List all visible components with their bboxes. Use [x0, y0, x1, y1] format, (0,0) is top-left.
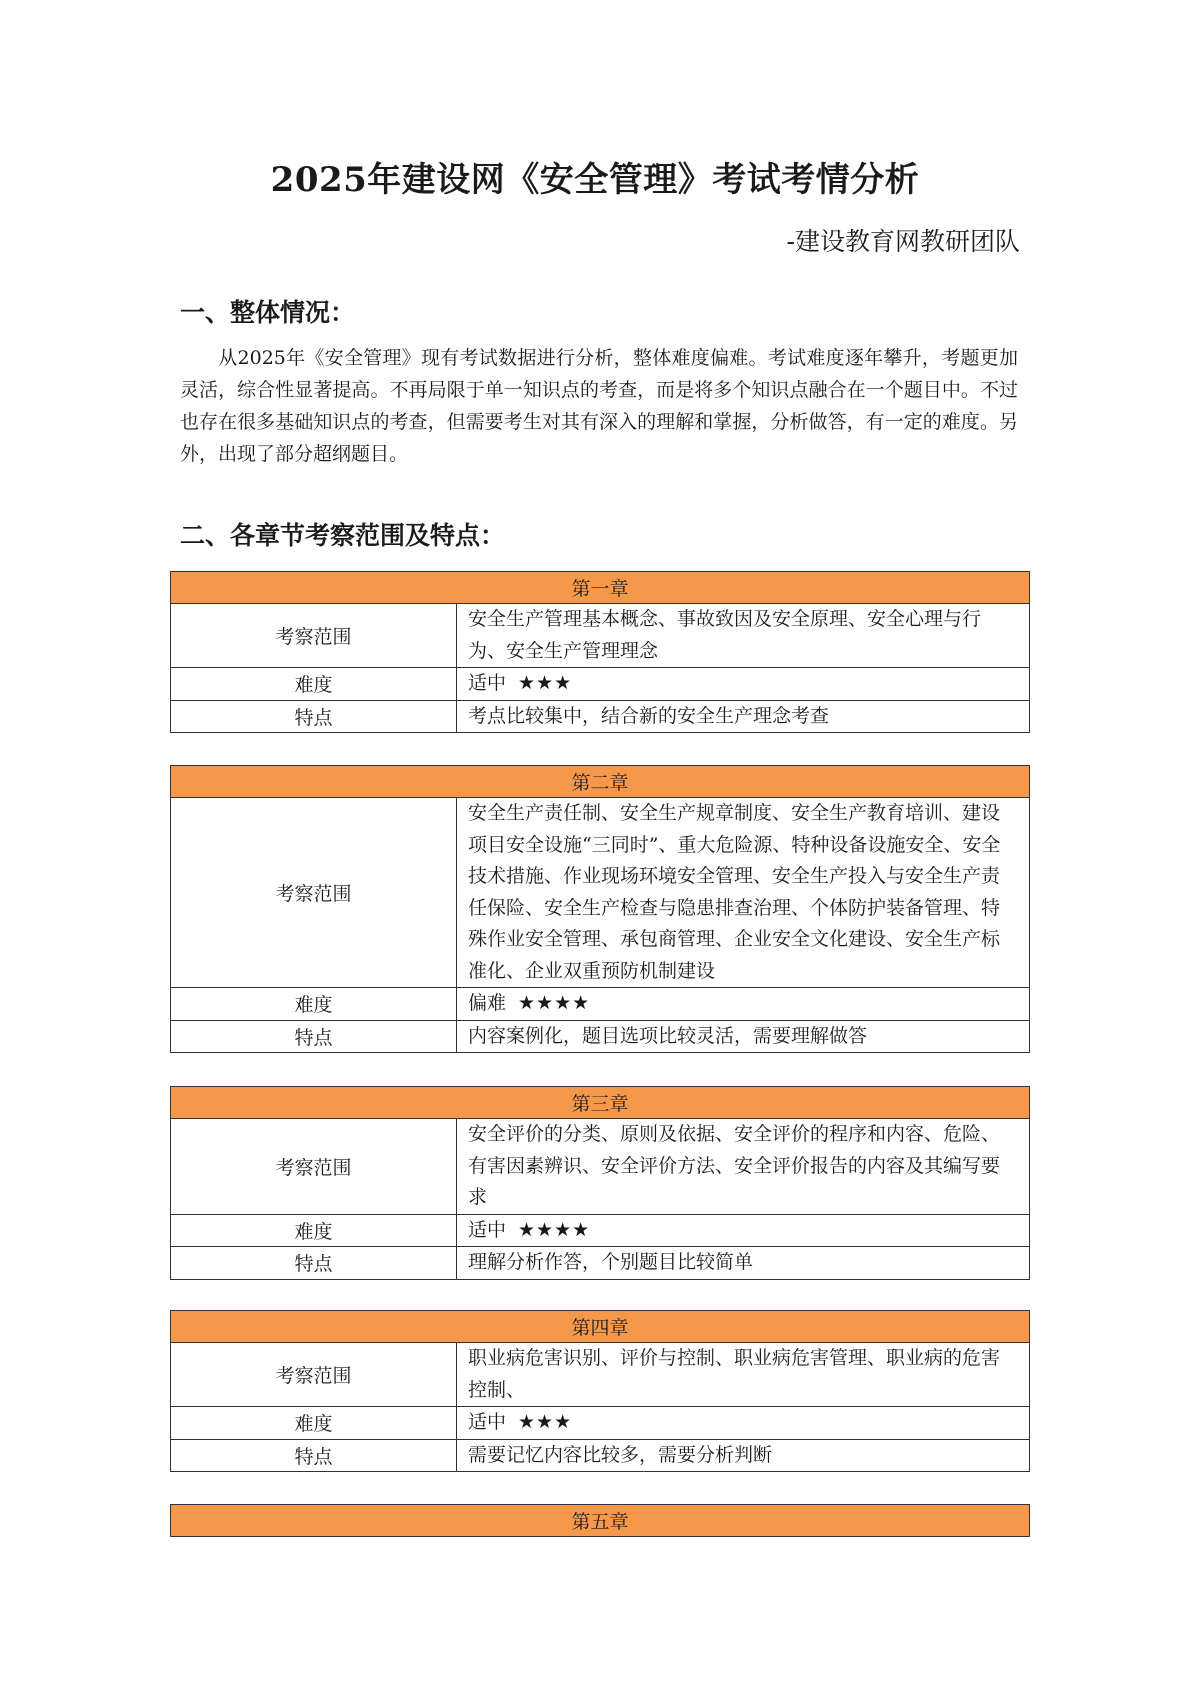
difficulty-text: 适中	[468, 1411, 507, 1433]
feature-value: 需要记忆内容比较多，需要分析判断	[457, 1439, 1030, 1472]
chapter-header: 第五章	[171, 1505, 1030, 1537]
chapter-header: 第四章	[171, 1311, 1030, 1343]
scope-label: 考察范围	[171, 798, 457, 988]
scope-label: 考察范围	[171, 604, 457, 668]
chapter-table-2	[170, 765, 1030, 1053]
page-title: 2025年建设网《安全管理》考试考情分析	[270, 160, 920, 200]
difficulty-value	[457, 668, 1030, 701]
chapter-header: 第三章	[171, 1087, 1030, 1119]
feature-value: 考点比较集中，结合新的安全生产理念考查	[457, 700, 1030, 733]
scope-value: 安全评价的分类、原则及依据、安全评价的程序和内容、危险、有害因素辨识、安全评价方法、安全评价报告的内容及其编写要求	[457, 1119, 1030, 1215]
difficulty-text: 适中	[468, 672, 507, 694]
scope-label: 考察范围	[171, 1119, 457, 1215]
feature-label: 特点	[171, 700, 457, 733]
difficulty-text: 偏难	[468, 992, 507, 1014]
difficulty-value	[457, 1214, 1030, 1247]
chapter-header: 第二章	[171, 766, 1030, 798]
chapter-table-4	[170, 1310, 1030, 1472]
chapter-table-5	[170, 1504, 1030, 1537]
chapter-table-3	[170, 1086, 1030, 1280]
difficulty-value	[457, 988, 1030, 1021]
section-heading-overview: 一、整体情况：	[180, 298, 356, 327]
difficulty-value	[457, 1407, 1030, 1440]
chapter-table-1	[170, 571, 1030, 733]
scope-value: 安全生产管理基本概念、事故致因及安全原理、安全心理与行为、安全生产管理理念	[457, 604, 1030, 668]
scope-label: 考察范围	[171, 1343, 457, 1407]
feature-label: 特点	[171, 1439, 457, 1472]
star-rating-icon: ★★★★	[518, 1218, 591, 1241]
difficulty-label: 难度	[171, 668, 457, 701]
difficulty-label: 难度	[171, 988, 457, 1021]
chapter-header: 第一章	[171, 572, 1030, 604]
difficulty-label: 难度	[171, 1214, 457, 1247]
scope-value: 职业病危害识别、评价与控制、职业病危害管理、职业病的危害控制、	[457, 1343, 1030, 1407]
star-rating-icon: ★★★	[518, 1411, 573, 1433]
star-rating-icon: ★★★★	[518, 992, 591, 1014]
overview-text: 从2025年《安全管理》现有考试数据进行分析，整体难度偏难。考试难度逐年攀升，考题更加灵活，综合性显著提高。不再局限于单一知识点的考查，而是将多个知识点融合在一个题目中。不过也存在很多基础知识点的考查，但需要考生对其有深入的理解和掌握，分析做答，有一定的难度。另外，出现了部分超纲题目。	[180, 347, 1018, 465]
feature-value: 理解分析作答，个别题目比较简单	[457, 1247, 1030, 1280]
author-line: -建设教育网教研团队	[786, 227, 1020, 256]
scope-value: 安全生产责任制、安全生产规章制度、安全生产教育培训、建设项目安全设施“三同时”、重大危险源、特种设备设施安全、安全技术措施、作业现场环境安全管理、安全生产投入与安全生产责任保险、安全生产检查与隐患排查治理、个体防护装备管理、特殊作业安全管理、承包商管理、企业安全文化建设、安全生产标准化、企业双重预防机制建设	[457, 798, 1030, 988]
feature-label: 特点	[171, 1247, 457, 1280]
overview-paragraph	[180, 342, 1018, 470]
star-rating-icon: ★★★	[518, 672, 573, 694]
feature-label: 特点	[171, 1020, 457, 1053]
difficulty-text: 适中	[468, 1218, 507, 1241]
feature-value: 内容案例化，题目选项比较灵活，需要理解做答	[457, 1020, 1030, 1053]
section-heading-chapters: 二、各章节考察范围及特点：	[180, 521, 506, 550]
difficulty-label: 难度	[171, 1407, 457, 1440]
